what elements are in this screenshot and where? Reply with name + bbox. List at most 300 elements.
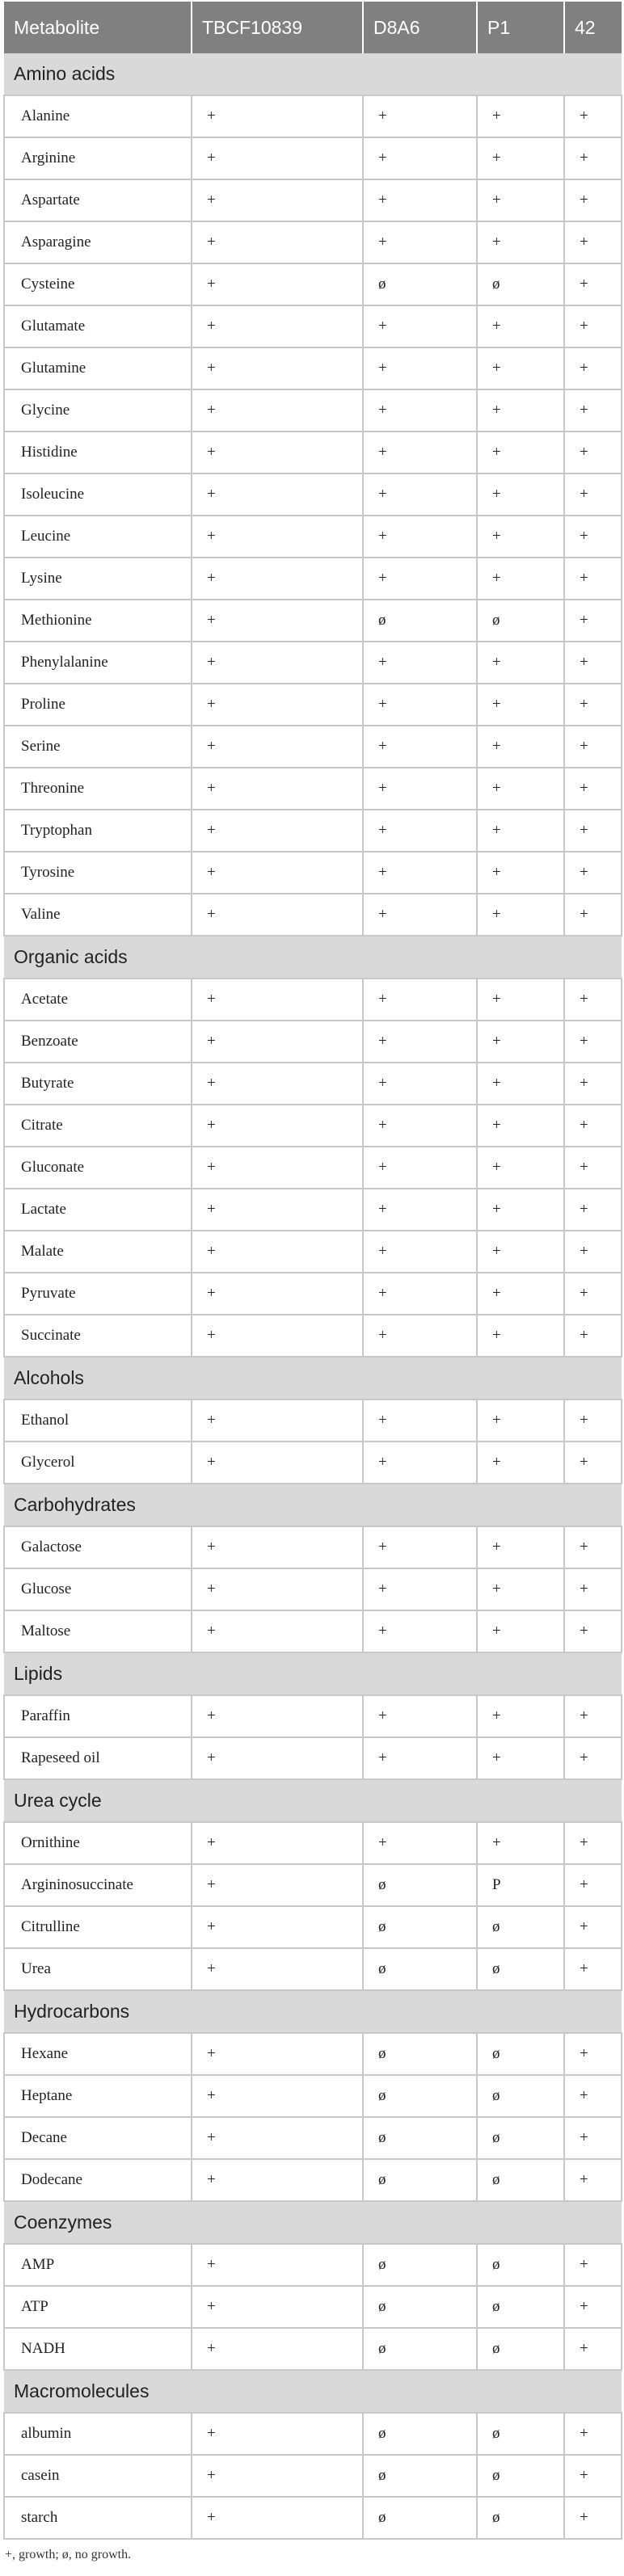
growth-cell: + <box>363 1400 477 1442</box>
growth-cell: + <box>477 979 564 1021</box>
growth-cell: + <box>363 642 477 684</box>
growth-cell: + <box>564 137 622 179</box>
section-row <box>4 2201 622 2244</box>
growth-cell: + <box>564 179 622 221</box>
growth-cell: + <box>363 1695 477 1737</box>
metabolite-name: Phenylalanine <box>4 642 192 684</box>
growth-cell: + <box>192 2413 363 2455</box>
section-title: Organic acids <box>4 936 622 979</box>
growth-cell: ø <box>363 2497 477 2539</box>
table-row <box>4 2328 622 2370</box>
metabolite-name: Valine <box>4 894 192 936</box>
metabolite-name: ATP <box>4 2286 192 2328</box>
growth-cell: + <box>363 1063 477 1105</box>
table-row <box>4 95 622 137</box>
growth-cell: + <box>192 389 363 431</box>
growth-cell: + <box>363 1231 477 1273</box>
growth-cell: + <box>564 642 622 684</box>
section-title: Amino acids <box>4 53 622 95</box>
section-title: Carbohydrates <box>4 1484 622 1526</box>
growth-cell: + <box>564 1400 622 1442</box>
table-row <box>4 1189 622 1231</box>
header-row <box>4 2 622 53</box>
growth-cell: + <box>564 1906 622 1948</box>
table-row <box>4 1864 622 1906</box>
growth-cell: + <box>564 263 622 305</box>
metabolite-name: Butyrate <box>4 1063 192 1105</box>
growth-cell: + <box>564 1568 622 1610</box>
growth-cell: + <box>363 95 477 137</box>
growth-cell: + <box>477 305 564 347</box>
growth-cell: ø <box>363 2286 477 2328</box>
table-row <box>4 979 622 1021</box>
growth-cell: + <box>564 1231 622 1273</box>
growth-cell: + <box>192 1442 363 1484</box>
growth-cell: + <box>363 516 477 558</box>
table-body <box>4 53 622 2539</box>
table-row <box>4 2117 622 2159</box>
growth-cell: + <box>192 852 363 894</box>
growth-cell: + <box>477 1568 564 1610</box>
growth-cell: ø <box>477 1906 564 1948</box>
growth-cell: ø <box>477 2033 564 2075</box>
growth-cell: ø <box>363 2075 477 2117</box>
metabolite-name: Maltose <box>4 1610 192 1652</box>
growth-cell: ø <box>477 2328 564 2370</box>
growth-cell: + <box>192 2455 363 2497</box>
growth-cell: ø <box>477 1948 564 1990</box>
column-header-tbcf10839: TBCF10839 <box>192 2 363 53</box>
growth-cell: + <box>564 1822 622 1864</box>
table-row <box>4 221 622 263</box>
growth-cell: ø <box>363 1864 477 1906</box>
table-row <box>4 1948 622 1990</box>
growth-cell: ø <box>477 2117 564 2159</box>
metabolite-name: Histidine <box>4 431 192 474</box>
growth-cell: + <box>477 95 564 137</box>
growth-cell: + <box>363 1105 477 1147</box>
metabolite-name: Benzoate <box>4 1021 192 1063</box>
section-title: Macromolecules <box>4 2370 622 2413</box>
growth-cell: + <box>192 1695 363 1737</box>
growth-cell: + <box>564 389 622 431</box>
growth-cell: + <box>192 179 363 221</box>
growth-cell: + <box>477 1231 564 1273</box>
growth-cell: + <box>192 768 363 810</box>
growth-cell: + <box>363 1021 477 1063</box>
metabolite-name: Tyrosine <box>4 852 192 894</box>
growth-cell: + <box>363 1610 477 1652</box>
growth-cell: + <box>192 979 363 1021</box>
table-row <box>4 305 622 347</box>
table-row <box>4 347 622 389</box>
growth-cell: ø <box>363 2159 477 2201</box>
growth-cell: + <box>192 516 363 558</box>
growth-cell: + <box>192 1906 363 1948</box>
section-title: Alcohols <box>4 1357 622 1400</box>
table-row <box>4 768 622 810</box>
growth-cell: + <box>477 642 564 684</box>
growth-cell: + <box>477 768 564 810</box>
growth-cell: + <box>477 684 564 726</box>
growth-cell: + <box>363 389 477 431</box>
table-row <box>4 1400 622 1442</box>
metabolite-name: albumin <box>4 2413 192 2455</box>
growth-cell: + <box>363 894 477 936</box>
growth-cell: + <box>477 516 564 558</box>
growth-cell: + <box>564 1273 622 1315</box>
growth-cell: + <box>564 2497 622 2539</box>
growth-cell: + <box>477 1273 564 1315</box>
growth-cell: + <box>564 431 622 474</box>
growth-cell: + <box>477 726 564 768</box>
growth-cell: ø <box>363 2413 477 2455</box>
metabolite-name: Galactose <box>4 1526 192 1568</box>
growth-cell: ø <box>477 2455 564 2497</box>
section-row <box>4 1779 622 1822</box>
growth-cell: + <box>192 221 363 263</box>
metabolite-name: Isoleucine <box>4 474 192 516</box>
metabolite-name: AMP <box>4 2244 192 2286</box>
section-row <box>4 1990 622 2033</box>
table-row <box>4 1147 622 1189</box>
section-row <box>4 1484 622 1526</box>
table-footnote: +, growth; ø, no growth. <box>5 2548 132 2561</box>
section-title: Lipids <box>4 1652 622 1695</box>
metabolite-name: Citrate <box>4 1105 192 1147</box>
metabolite-name: NADH <box>4 2328 192 2370</box>
growth-cell: ø <box>363 2117 477 2159</box>
column-header-p1: P1 <box>477 2 564 53</box>
growth-cell: + <box>564 1695 622 1737</box>
growth-cell: + <box>192 684 363 726</box>
metabolite-name: Ethanol <box>4 1400 192 1442</box>
table-row <box>4 2033 622 2075</box>
growth-cell: + <box>564 2244 622 2286</box>
table-row <box>4 600 622 642</box>
growth-cell: ø <box>477 263 564 305</box>
growth-cell: ø <box>477 2075 564 2117</box>
growth-cell: + <box>564 558 622 600</box>
table-row <box>4 1105 622 1147</box>
growth-cell: + <box>192 1063 363 1105</box>
growth-cell: ø <box>363 2033 477 2075</box>
growth-cell: + <box>564 1189 622 1231</box>
growth-cell: + <box>564 2455 622 2497</box>
growth-cell: + <box>363 347 477 389</box>
growth-cell: + <box>363 305 477 347</box>
metabolite-name: Proline <box>4 684 192 726</box>
table-row <box>4 1695 622 1737</box>
section-row <box>4 936 622 979</box>
table-row <box>4 2497 622 2539</box>
table-row <box>4 2075 622 2117</box>
growth-cell: + <box>363 474 477 516</box>
section-row <box>4 1652 622 1695</box>
section-title: Hydrocarbons <box>4 1990 622 2033</box>
growth-cell: + <box>192 1822 363 1864</box>
growth-cell: + <box>192 95 363 137</box>
growth-cell: + <box>192 1147 363 1189</box>
growth-cell: + <box>564 2033 622 2075</box>
metabolite-name: Acetate <box>4 979 192 1021</box>
section-row <box>4 2370 622 2413</box>
growth-cell: ø <box>477 2244 564 2286</box>
metabolite-name: Aspartate <box>4 179 192 221</box>
section-title: Urea cycle <box>4 1779 622 1822</box>
table-row <box>4 684 622 726</box>
growth-cell: ø <box>363 600 477 642</box>
table-row <box>4 1737 622 1779</box>
table-row <box>4 1021 622 1063</box>
metabolite-name: Glucose <box>4 1568 192 1610</box>
growth-cell: + <box>363 1526 477 1568</box>
growth-cell: + <box>192 2033 363 2075</box>
table-row <box>4 1442 622 1484</box>
metabolite-name: Hexane <box>4 2033 192 2075</box>
document <box>3 2 621 2562</box>
growth-cell: + <box>477 1442 564 1484</box>
growth-cell: + <box>564 1021 622 1063</box>
growth-cell: + <box>192 1864 363 1906</box>
growth-cell: + <box>477 431 564 474</box>
growth-cell: + <box>477 1105 564 1147</box>
growth-cell: + <box>477 179 564 221</box>
growth-cell: + <box>192 894 363 936</box>
table-row <box>4 516 622 558</box>
table-row <box>4 2413 622 2455</box>
growth-cell: + <box>192 1105 363 1147</box>
growth-cell: + <box>564 2117 622 2159</box>
growth-cell: + <box>477 1400 564 1442</box>
growth-cell: + <box>477 1021 564 1063</box>
growth-cell: + <box>192 2286 363 2328</box>
growth-cell: + <box>192 1737 363 1779</box>
growth-cell: + <box>564 1105 622 1147</box>
growth-cell: + <box>192 1189 363 1231</box>
growth-cell: + <box>192 726 363 768</box>
growth-cell: + <box>477 1737 564 1779</box>
growth-cell: ø <box>477 2413 564 2455</box>
growth-cell: ø <box>477 2286 564 2328</box>
growth-cell: + <box>192 1568 363 1610</box>
metabolite-name: Rapeseed oil <box>4 1737 192 1779</box>
growth-cell: + <box>192 558 363 600</box>
metabolite-name: Urea <box>4 1948 192 1990</box>
metabolite-name: Lactate <box>4 1189 192 1231</box>
growth-cell: + <box>363 1147 477 1189</box>
growth-cell: ø <box>363 1906 477 1948</box>
metabolite-name: Cysteine <box>4 263 192 305</box>
growth-cell: + <box>192 2117 363 2159</box>
growth-cell: + <box>477 221 564 263</box>
growth-cell: + <box>192 2497 363 2539</box>
growth-cell: + <box>363 558 477 600</box>
growth-cell: + <box>477 1610 564 1652</box>
growth-cell: + <box>192 1231 363 1273</box>
metabolite-name: Arginine <box>4 137 192 179</box>
growth-cell: + <box>192 1526 363 1568</box>
table-row <box>4 894 622 936</box>
table-row <box>4 1063 622 1105</box>
growth-cell: + <box>477 1822 564 1864</box>
growth-cell: + <box>564 726 622 768</box>
table-row <box>4 642 622 684</box>
table-row <box>4 726 622 768</box>
metabolite-table <box>3 2 622 2540</box>
column-header-d8a6: D8A6 <box>363 2 477 53</box>
growth-cell: ø <box>477 600 564 642</box>
growth-cell: + <box>564 2075 622 2117</box>
growth-cell: + <box>363 1737 477 1779</box>
table-row <box>4 2159 622 2201</box>
growth-cell: + <box>363 179 477 221</box>
growth-cell: ø <box>363 1948 477 1990</box>
section-row <box>4 1357 622 1400</box>
growth-cell: + <box>477 810 564 852</box>
table-row <box>4 389 622 431</box>
metabolite-name: Glycine <box>4 389 192 431</box>
table-row <box>4 137 622 179</box>
growth-cell: + <box>363 221 477 263</box>
growth-cell: + <box>363 852 477 894</box>
growth-cell: + <box>564 894 622 936</box>
growth-cell: + <box>564 1737 622 1779</box>
growth-cell: + <box>363 137 477 179</box>
metabolite-name: Glycerol <box>4 1442 192 1484</box>
growth-cell: + <box>363 684 477 726</box>
growth-cell: + <box>363 1822 477 1864</box>
growth-cell: + <box>363 1568 477 1610</box>
growth-cell: + <box>477 1526 564 1568</box>
growth-cell: ø <box>363 263 477 305</box>
growth-cell: ø <box>363 2328 477 2370</box>
metabolite-name: Succinate <box>4 1315 192 1357</box>
metabolite-name: Pyruvate <box>4 1273 192 1315</box>
growth-cell: + <box>564 600 622 642</box>
growth-cell: + <box>477 1695 564 1737</box>
growth-cell: + <box>363 1442 477 1484</box>
growth-cell: + <box>192 305 363 347</box>
growth-cell: + <box>192 642 363 684</box>
growth-cell: + <box>564 2286 622 2328</box>
table-row <box>4 558 622 600</box>
growth-cell: + <box>564 2328 622 2370</box>
growth-cell: + <box>363 1273 477 1315</box>
metabolite-name: Tryptophan <box>4 810 192 852</box>
table-row <box>4 2455 622 2497</box>
growth-cell: + <box>477 389 564 431</box>
growth-cell: + <box>363 768 477 810</box>
growth-cell: + <box>363 810 477 852</box>
table-row <box>4 852 622 894</box>
growth-cell: + <box>363 979 477 1021</box>
growth-cell: + <box>477 1315 564 1357</box>
growth-cell: ø <box>363 2455 477 2497</box>
growth-cell: P <box>477 1864 564 1906</box>
table-row <box>4 1822 622 1864</box>
table-row <box>4 1568 622 1610</box>
growth-cell: + <box>564 1864 622 1906</box>
growth-cell: + <box>192 1021 363 1063</box>
growth-cell: ø <box>477 2159 564 2201</box>
growth-cell: + <box>363 726 477 768</box>
growth-cell: + <box>564 1610 622 1652</box>
metabolite-name: Glutamate <box>4 305 192 347</box>
metabolite-name: Threonine <box>4 768 192 810</box>
growth-cell: + <box>192 1948 363 1990</box>
metabolite-name: Alanine <box>4 95 192 137</box>
metabolite-name: Argininosuccinate <box>4 1864 192 1906</box>
metabolite-name: Methionine <box>4 600 192 642</box>
growth-cell: + <box>477 474 564 516</box>
growth-cell: + <box>192 431 363 474</box>
metabolite-name: casein <box>4 2455 192 2497</box>
column-header-42: 42 <box>564 2 622 53</box>
table-row <box>4 431 622 474</box>
growth-cell: + <box>564 852 622 894</box>
metabolite-name: starch <box>4 2497 192 2539</box>
growth-cell: + <box>564 1147 622 1189</box>
table-row <box>4 474 622 516</box>
growth-cell: ø <box>363 2244 477 2286</box>
growth-cell: + <box>363 431 477 474</box>
metabolite-name: Malate <box>4 1231 192 1273</box>
growth-cell: ø <box>477 2497 564 2539</box>
metabolite-name: Serine <box>4 726 192 768</box>
growth-cell: + <box>192 2075 363 2117</box>
growth-cell: + <box>564 768 622 810</box>
table-row <box>4 1315 622 1357</box>
metabolite-name: Ornithine <box>4 1822 192 1864</box>
growth-cell: + <box>363 1189 477 1231</box>
growth-cell: + <box>477 1063 564 1105</box>
table-row <box>4 2286 622 2328</box>
table-row <box>4 1231 622 1273</box>
growth-cell: + <box>192 1400 363 1442</box>
table-row <box>4 1906 622 1948</box>
metabolite-name: Heptane <box>4 2075 192 2117</box>
growth-cell: + <box>564 1063 622 1105</box>
metabolite-name: Glutamine <box>4 347 192 389</box>
growth-cell: + <box>192 263 363 305</box>
growth-cell: + <box>564 95 622 137</box>
growth-cell: + <box>564 474 622 516</box>
growth-cell: + <box>192 2328 363 2370</box>
growth-cell: + <box>192 1315 363 1357</box>
growth-cell: + <box>564 1526 622 1568</box>
growth-cell: + <box>564 2159 622 2201</box>
section-row <box>4 53 622 95</box>
growth-cell: + <box>564 1948 622 1990</box>
growth-cell: + <box>477 852 564 894</box>
growth-cell: + <box>564 979 622 1021</box>
growth-cell: + <box>477 347 564 389</box>
growth-cell: + <box>564 684 622 726</box>
growth-cell: + <box>192 600 363 642</box>
metabolite-name: Leucine <box>4 516 192 558</box>
growth-cell: + <box>564 810 622 852</box>
metabolite-name: Gluconate <box>4 1147 192 1189</box>
growth-cell: + <box>477 894 564 936</box>
metabolite-name: Lysine <box>4 558 192 600</box>
growth-cell: + <box>564 221 622 263</box>
growth-cell: + <box>192 1273 363 1315</box>
table-row <box>4 1526 622 1568</box>
section-title: Coenzymes <box>4 2201 622 2244</box>
growth-cell: + <box>564 1315 622 1357</box>
growth-cell: + <box>192 2244 363 2286</box>
